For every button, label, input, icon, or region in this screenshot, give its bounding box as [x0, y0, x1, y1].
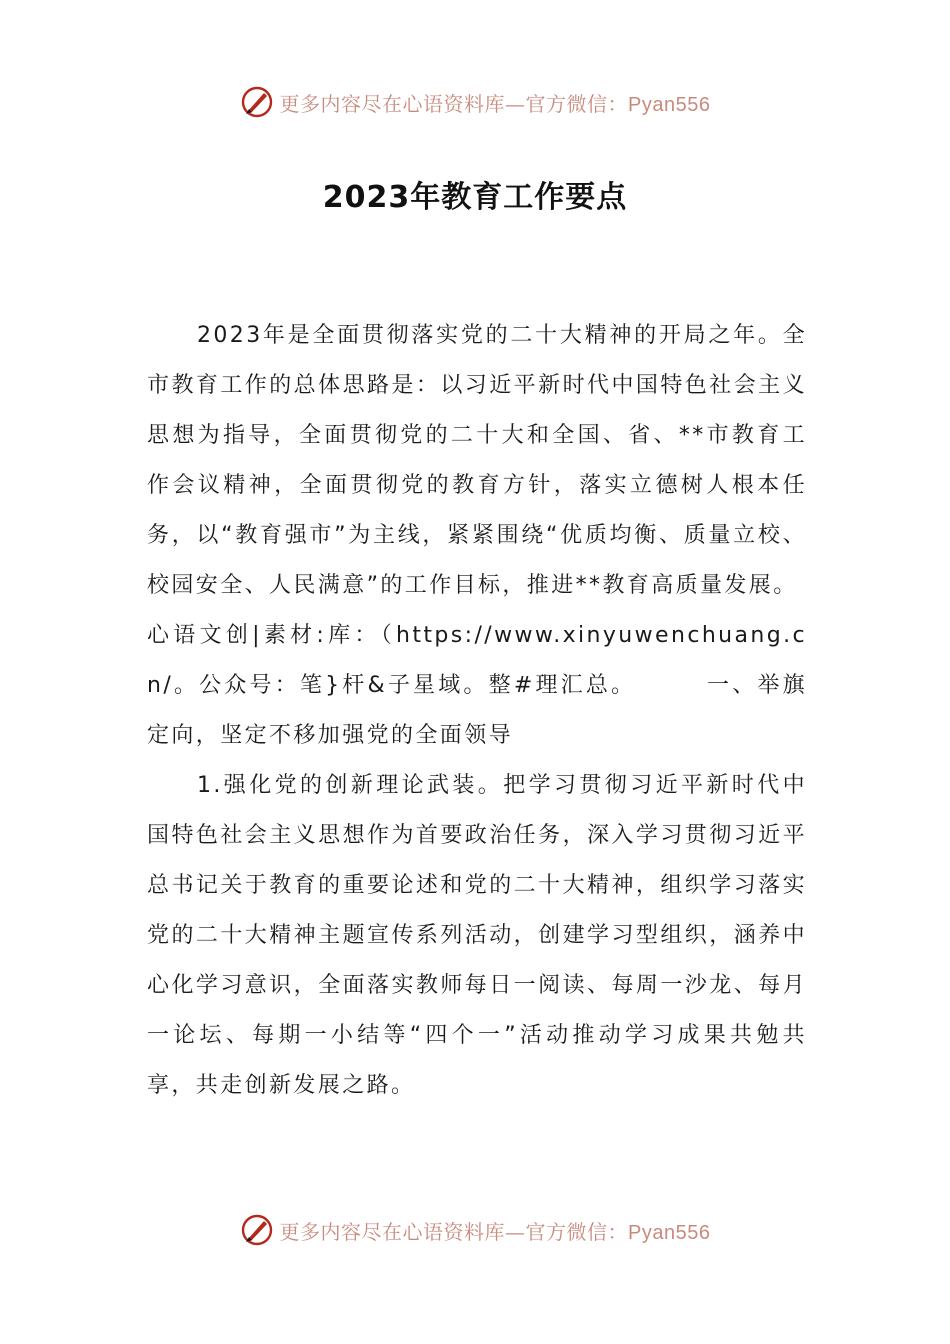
wechat-id: Pyan556: [628, 1221, 711, 1244]
wechat-id: Pyan556: [628, 93, 711, 116]
banner-text: [280, 1216, 711, 1245]
item-paragraph: 1.强化党的创新理论武装。把学习贯彻习近平新时代中国特色社会主义思想作为首要政治任务，深入学习贯彻习近平总书记关于教育的重要论述和党的二十大精神，组织学习落实党的二十大精神主题宣传系列活动，创建学习型组织，涵养中心化学习意识，全面落实教师每日一阅读、每周一沙龙、每月一论坛、每期一小结等“四个一”活动推动学习成果共勉共享，共走创新发展之路。: [147, 773, 807, 1098]
document-body: [147, 311, 807, 1111]
footer-banner: [0, 1208, 950, 1252]
intro-paragraph: 2023年是全面贯彻落实党的二十大精神的开局之年。全市教育工作的总体思路是：以习近平新时代中国特色社会主义思想为指导，全面贯彻党的二十大和全国、省、**市教育工作会议精神，全面贯彻党的教育方针，落实立德树人根本任务，以“教育强市”为主线，紧紧围绕“优质均衡、质量立校、校园安全、人民满意”的工作目标，推进**教育高质量发展。: [147, 323, 807, 598]
banner-text: [280, 88, 711, 117]
mixed-paragraph: [147, 611, 807, 761]
banner-label: 更多内容尽在心语资料库—官方微信：: [279, 1219, 629, 1244]
banner-label: 更多内容尽在心语资料库—官方微信：: [279, 91, 629, 116]
section-heading: 一、举旗定向，坚定不移加强党的全面领导: [147, 673, 807, 748]
watermark-text: 心语文创|素材:库：（https://www.xinyuwenchuang.cn/。公众号：笔}杆&子星域。整#理汇总。: [147, 623, 807, 698]
document-title: 2023年教育工作要点: [322, 180, 628, 215]
header-banner: [0, 80, 950, 124]
pen-logo-icon: [240, 85, 274, 119]
pen-logo-icon: [240, 1213, 274, 1247]
